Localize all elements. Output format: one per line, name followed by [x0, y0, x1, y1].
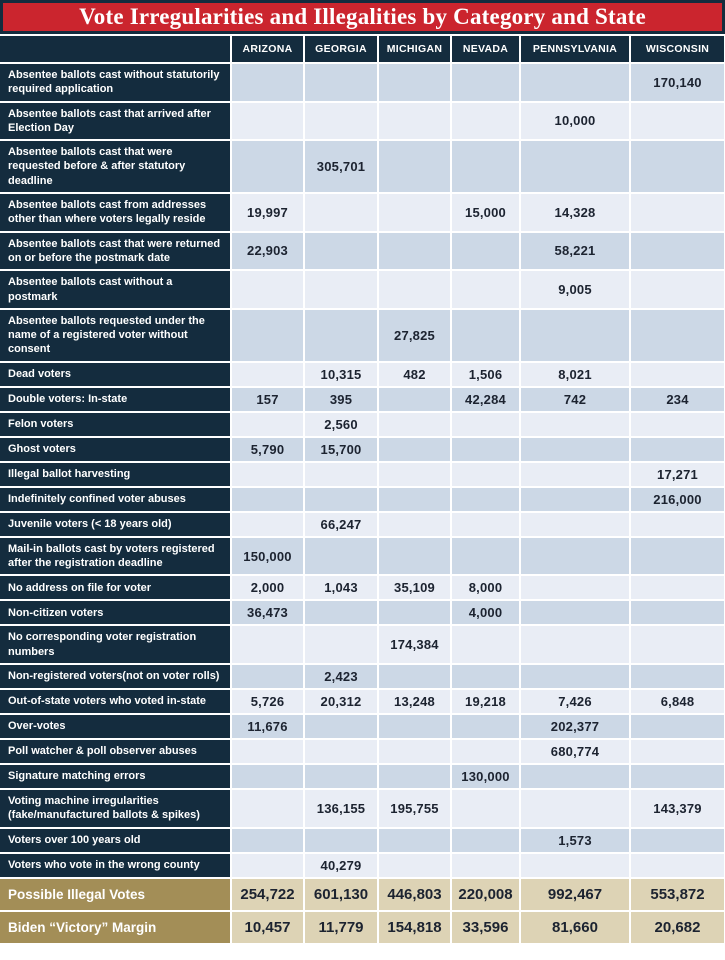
- cell-value: [631, 194, 724, 231]
- row-label: Signature matching errors: [0, 765, 230, 788]
- cell-value: [521, 488, 629, 511]
- cell-value: [521, 601, 629, 624]
- column-header-georgia: GEORGIA: [305, 36, 377, 62]
- row-label: Indefinitely confined voter abuses: [0, 488, 230, 511]
- table-row: [0, 64, 724, 101]
- table-row: [0, 513, 724, 536]
- cell-value: [631, 233, 724, 270]
- cell-value: [232, 829, 303, 852]
- cell-value: [305, 233, 377, 270]
- cell-value: 742: [521, 388, 629, 411]
- cell-value: 13,248: [379, 690, 450, 713]
- row-label: Out-of-state voters who voted in-state: [0, 690, 230, 713]
- cell-value: [232, 765, 303, 788]
- row-label: Voters who vote in the wrong county: [0, 854, 230, 877]
- footer-value: 33,596: [452, 912, 519, 943]
- cell-value: [631, 310, 724, 361]
- cell-value: [521, 665, 629, 688]
- cell-value: 174,384: [379, 626, 450, 663]
- cell-value: 19,218: [452, 690, 519, 713]
- page-title: Vote Irregularities and Illegalities by Category and State: [79, 4, 646, 29]
- row-label: Absentee ballots cast that were requested before & after statutory deadline: [0, 141, 230, 192]
- table-row: [0, 194, 724, 231]
- cell-value: [452, 488, 519, 511]
- cell-value: [305, 64, 377, 101]
- cell-value: 143,379: [631, 790, 724, 827]
- cell-value: [521, 576, 629, 599]
- cell-value: 40,279: [305, 854, 377, 877]
- cell-value: 2,560: [305, 413, 377, 436]
- cell-value: 680,774: [521, 740, 629, 763]
- table-row: [0, 715, 724, 738]
- cell-value: [305, 715, 377, 738]
- cell-value: 20,312: [305, 690, 377, 713]
- cell-value: [379, 488, 450, 511]
- cell-value: 14,328: [521, 194, 629, 231]
- footer-value: 20,682: [631, 912, 724, 943]
- cell-value: [521, 463, 629, 486]
- table-row: [0, 576, 724, 599]
- cell-value: [305, 194, 377, 231]
- cell-value: 482: [379, 363, 450, 386]
- footer-value: 11,779: [305, 912, 377, 943]
- cell-value: [232, 488, 303, 511]
- footer-row: [0, 912, 724, 943]
- cell-value: [232, 64, 303, 101]
- cell-value: [232, 854, 303, 877]
- row-label: Voting machine irregularities (fake/manufactured ballots & spikes): [0, 790, 230, 827]
- table-row: [0, 488, 724, 511]
- cell-value: 5,726: [232, 690, 303, 713]
- row-label: Absentee ballots cast that were returned on or before the postmark date: [0, 233, 230, 270]
- cell-value: [305, 488, 377, 511]
- cell-value: [452, 665, 519, 688]
- cell-value: [631, 103, 724, 140]
- cell-value: [305, 103, 377, 140]
- cell-value: [452, 310, 519, 361]
- row-label: Absentee ballots cast without statutorily required application: [0, 64, 230, 101]
- cell-value: [452, 513, 519, 536]
- cell-value: [232, 310, 303, 361]
- cell-value: [379, 64, 450, 101]
- cell-value: [452, 626, 519, 663]
- cell-value: [379, 740, 450, 763]
- cell-value: [631, 829, 724, 852]
- cell-value: [452, 141, 519, 192]
- cell-value: 5,790: [232, 438, 303, 461]
- cell-value: [452, 64, 519, 101]
- column-header-wisconsin: WISCONSIN: [631, 36, 724, 62]
- table-row: [0, 438, 724, 461]
- cell-value: [521, 438, 629, 461]
- cell-value: 195,755: [379, 790, 450, 827]
- cell-value: [379, 854, 450, 877]
- row-label: Juvenile voters (< 18 years old): [0, 513, 230, 536]
- cell-value: [379, 665, 450, 688]
- row-label: Absentee ballots requested under the name of a registered voter without consent: [0, 310, 230, 361]
- cell-value: 234: [631, 388, 724, 411]
- cell-value: 8,000: [452, 576, 519, 599]
- cell-value: [379, 413, 450, 436]
- cell-value: [631, 438, 724, 461]
- cell-value: [379, 463, 450, 486]
- footer-label: Possible Illegal Votes: [0, 879, 230, 910]
- table-row: [0, 363, 724, 386]
- cell-value: [452, 103, 519, 140]
- footer-value: 10,457: [232, 912, 303, 943]
- table-row: [0, 829, 724, 852]
- table-row: [0, 310, 724, 361]
- cell-value: [521, 538, 629, 575]
- cell-value: [379, 103, 450, 140]
- cell-value: [521, 141, 629, 192]
- cell-value: [305, 538, 377, 575]
- cell-value: [232, 790, 303, 827]
- cell-value: [631, 601, 724, 624]
- footer-row: [0, 879, 724, 910]
- cell-value: 1,506: [452, 363, 519, 386]
- cell-value: 22,903: [232, 233, 303, 270]
- table-row: [0, 388, 724, 411]
- table-row: [0, 854, 724, 877]
- cell-value: 58,221: [521, 233, 629, 270]
- cell-value: 1,573: [521, 829, 629, 852]
- cell-value: [232, 740, 303, 763]
- cell-value: 66,247: [305, 513, 377, 536]
- cell-value: [232, 665, 303, 688]
- cell-value: 170,140: [631, 64, 724, 101]
- footer-value: 601,130: [305, 879, 377, 910]
- column-header-arizona: ARIZONA: [232, 36, 303, 62]
- cell-value: 36,473: [232, 601, 303, 624]
- cell-value: [452, 463, 519, 486]
- cell-value: [232, 513, 303, 536]
- table-row: [0, 538, 724, 575]
- cell-value: 10,315: [305, 363, 377, 386]
- table-row: [0, 665, 724, 688]
- table-row: [0, 413, 724, 436]
- row-label: No corresponding voter registration numbers: [0, 626, 230, 663]
- cell-value: [379, 388, 450, 411]
- table-row: [0, 103, 724, 140]
- cell-value: 202,377: [521, 715, 629, 738]
- cell-value: [305, 829, 377, 852]
- cell-value: [631, 576, 724, 599]
- cell-value: [379, 715, 450, 738]
- column-header-michigan: MICHIGAN: [379, 36, 450, 62]
- table-row: [0, 740, 724, 763]
- row-label: Ghost voters: [0, 438, 230, 461]
- row-label: Felon voters: [0, 413, 230, 436]
- table-row: [0, 601, 724, 624]
- cell-value: [232, 141, 303, 192]
- footer-value: 220,008: [452, 879, 519, 910]
- footer-value: 446,803: [379, 879, 450, 910]
- cell-value: [452, 413, 519, 436]
- cell-value: [379, 601, 450, 624]
- cell-value: 4,000: [452, 601, 519, 624]
- cell-value: [631, 363, 724, 386]
- column-header-pennsylvania: PENNSYLVANIA: [521, 36, 629, 62]
- cell-value: 10,000: [521, 103, 629, 140]
- cell-value: [452, 740, 519, 763]
- cell-value: [379, 194, 450, 231]
- cell-value: [379, 271, 450, 308]
- cell-value: [631, 715, 724, 738]
- cell-value: [452, 538, 519, 575]
- cell-value: [631, 538, 724, 575]
- cell-value: 9,005: [521, 271, 629, 308]
- cell-value: [452, 233, 519, 270]
- cell-value: 2,423: [305, 665, 377, 688]
- cell-value: [521, 626, 629, 663]
- cell-value: [521, 765, 629, 788]
- cell-value: 15,700: [305, 438, 377, 461]
- footer-value: 992,467: [521, 879, 629, 910]
- footer-value: 553,872: [631, 879, 724, 910]
- cell-value: [379, 141, 450, 192]
- table-row: [0, 463, 724, 486]
- cell-value: 216,000: [631, 488, 724, 511]
- cell-value: 19,997: [232, 194, 303, 231]
- cell-value: 35,109: [379, 576, 450, 599]
- table-row: [0, 690, 724, 713]
- cell-value: [631, 854, 724, 877]
- vote-irregularities-table: [0, 36, 725, 943]
- cell-value: [521, 64, 629, 101]
- cell-value: [305, 310, 377, 361]
- cell-value: [232, 626, 303, 663]
- cell-value: 6,848: [631, 690, 724, 713]
- cell-value: [631, 765, 724, 788]
- cell-value: [232, 413, 303, 436]
- cell-value: [521, 513, 629, 536]
- cell-value: [631, 626, 724, 663]
- cell-value: 11,676: [232, 715, 303, 738]
- cell-value: [452, 854, 519, 877]
- footer-label: Biden “Victory” Margin: [0, 912, 230, 943]
- row-label: Absentee ballots cast from addresses other than where voters legally reside: [0, 194, 230, 231]
- cell-value: [232, 463, 303, 486]
- cell-value: [379, 233, 450, 270]
- cell-value: [305, 601, 377, 624]
- cell-value: [521, 310, 629, 361]
- cell-value: 1,043: [305, 576, 377, 599]
- row-label: Non-citizen voters: [0, 601, 230, 624]
- cell-value: [452, 829, 519, 852]
- cell-value: 130,000: [452, 765, 519, 788]
- row-label: Dead voters: [0, 363, 230, 386]
- row-label: Mail-in ballots cast by voters registered after the registration deadline: [0, 538, 230, 575]
- table-title-bar: [0, 0, 725, 34]
- cell-value: 2,000: [232, 576, 303, 599]
- cell-value: 8,021: [521, 363, 629, 386]
- row-label: Absentee ballots cast that arrived after Election Day: [0, 103, 230, 140]
- cell-value: [379, 513, 450, 536]
- cell-value: [521, 413, 629, 436]
- cell-value: [631, 740, 724, 763]
- cell-value: [452, 438, 519, 461]
- column-header-nevada: NEVADA: [452, 36, 519, 62]
- table-row: [0, 271, 724, 308]
- cell-value: 42,284: [452, 388, 519, 411]
- cell-value: [305, 271, 377, 308]
- cell-value: [452, 790, 519, 827]
- table-row: [0, 141, 724, 192]
- cell-value: [305, 463, 377, 486]
- row-label: Over-votes: [0, 715, 230, 738]
- cell-value: 305,701: [305, 141, 377, 192]
- footer-value: 154,818: [379, 912, 450, 943]
- cell-value: [631, 513, 724, 536]
- cell-value: [305, 740, 377, 763]
- row-label: Non-registered voters(not on voter rolls): [0, 665, 230, 688]
- cell-value: 27,825: [379, 310, 450, 361]
- cell-value: 150,000: [232, 538, 303, 575]
- cell-value: [631, 413, 724, 436]
- cell-value: 17,271: [631, 463, 724, 486]
- footer-value: 81,660: [521, 912, 629, 943]
- cell-value: 7,426: [521, 690, 629, 713]
- cell-value: [452, 271, 519, 308]
- footer-value: 254,722: [232, 879, 303, 910]
- table-row: [0, 233, 724, 270]
- cell-value: [521, 790, 629, 827]
- cell-value: [305, 626, 377, 663]
- row-label: Illegal ballot harvesting: [0, 463, 230, 486]
- cell-value: [379, 765, 450, 788]
- column-header-row: [0, 36, 724, 62]
- row-label: No address on file for voter: [0, 576, 230, 599]
- cell-value: [232, 271, 303, 308]
- cell-value: [379, 438, 450, 461]
- row-label: Poll watcher & poll observer abuses: [0, 740, 230, 763]
- cell-value: 395: [305, 388, 377, 411]
- row-label: Double voters: In-state: [0, 388, 230, 411]
- row-label: Voters over 100 years old: [0, 829, 230, 852]
- cell-value: [305, 765, 377, 788]
- cell-value: [379, 829, 450, 852]
- table-row: [0, 626, 724, 663]
- cell-value: [452, 715, 519, 738]
- cell-value: [232, 103, 303, 140]
- cell-value: [232, 363, 303, 386]
- cell-value: [521, 854, 629, 877]
- table-row: [0, 790, 724, 827]
- cell-value: 136,155: [305, 790, 377, 827]
- cell-value: [631, 271, 724, 308]
- cell-value: [379, 538, 450, 575]
- cell-value: [631, 665, 724, 688]
- cell-value: 157: [232, 388, 303, 411]
- cell-value: [631, 141, 724, 192]
- cell-value: 15,000: [452, 194, 519, 231]
- row-label: Absentee ballots cast without a postmark: [0, 271, 230, 308]
- header-corner-cell: [0, 36, 230, 62]
- table-row: [0, 765, 724, 788]
